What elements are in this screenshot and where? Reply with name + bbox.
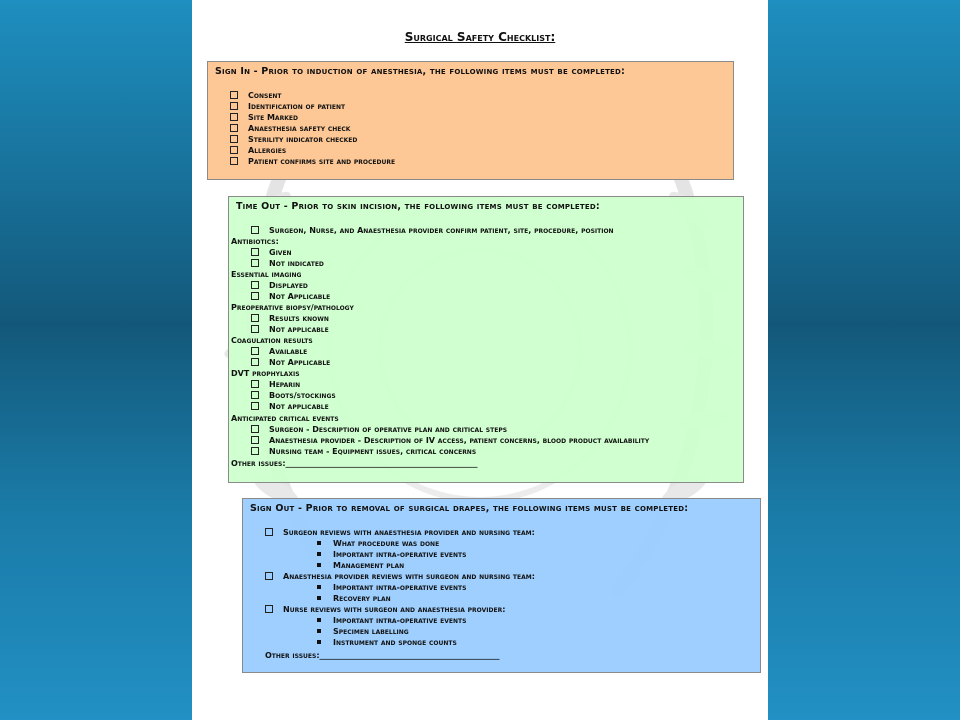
bullet-icon: [317, 618, 321, 622]
biopsy-label: Preoperative biopsy/pathology: [231, 303, 354, 312]
bullet-icon: [317, 563, 321, 567]
checkbox-icon[interactable]: [230, 124, 238, 132]
time-out-item[interactable]: Surgeon, Nurse, and Anaesthesia provider confirm patient, site, procedure, position: [251, 226, 614, 236]
checkbox-icon[interactable]: [265, 605, 273, 613]
sign-in-item[interactable]: Allergies: [230, 146, 286, 156]
sign-out-subitem: Specimen labelling: [317, 627, 409, 637]
checkbox-icon[interactable]: [251, 447, 259, 455]
checkbox-icon[interactable]: [251, 314, 259, 322]
sign-out-item[interactable]: Surgeon reviews with anaesthesia provider and nursing team:: [265, 528, 535, 538]
sign-in-section: [207, 61, 734, 180]
checkbox-icon[interactable]: [251, 325, 259, 333]
time-out-item[interactable]: Not applicable: [251, 402, 329, 412]
sign-in-item[interactable]: Sterility indicator checked: [230, 135, 357, 145]
other-issues-field[interactable]: Other issues:_____________________________________________: [265, 651, 500, 660]
antibiotics-label: Antibiotics:: [231, 237, 279, 246]
sign-out-subitem: Instrument and sponge counts: [317, 638, 457, 648]
sign-out-item[interactable]: Nurse reviews with surgeon and anaesthesia provider:: [265, 605, 505, 615]
time-out-item[interactable]: Boots/stockings: [251, 391, 336, 401]
sign-in-item[interactable]: Anaesthesia safety check: [230, 124, 350, 134]
sign-out-subitem: Recovery plan: [317, 594, 391, 604]
checkbox-icon[interactable]: [251, 259, 259, 267]
checkbox-icon[interactable]: [230, 157, 238, 165]
sign-in-item[interactable]: Consent: [230, 91, 282, 101]
checkbox-icon[interactable]: [251, 347, 259, 355]
sign-out-section: [242, 498, 761, 673]
page-title: Surgical Safety Checklist:: [404, 30, 556, 44]
sign-out-item[interactable]: Anaesthesia provider reviews with surgeon and nursing team:: [265, 572, 535, 582]
coagulation-label: Coagulation results: [231, 336, 313, 345]
bullet-icon: [317, 541, 321, 545]
bullet-icon: [317, 629, 321, 633]
sign-out-subitem: What procedure was done: [317, 539, 439, 549]
time-out-item[interactable]: Given: [251, 248, 292, 258]
time-out-item[interactable]: Nursing team - Equipment issues, critical concerns: [251, 447, 476, 457]
imaging-label: Essential imaging: [231, 270, 302, 279]
time-out-header: Time Out - Prior to skin incision, the following items must be completed:: [236, 201, 600, 212]
sign-out-subitem: Management plan: [317, 561, 404, 571]
time-out-item[interactable]: Results known: [251, 314, 329, 324]
sign-out-subitem: Important intra-operative events: [317, 583, 466, 593]
sign-out-subitem: Important intra-operative events: [317, 550, 466, 560]
sign-in-item[interactable]: Identification of patient: [230, 102, 345, 112]
bullet-icon: [317, 640, 321, 644]
checkbox-icon[interactable]: [251, 358, 259, 366]
critical-events-label: Anticipated critical events: [231, 414, 339, 423]
time-out-item[interactable]: Not applicable: [251, 325, 329, 335]
time-out-section: [228, 196, 744, 483]
time-out-item[interactable]: Not Applicable: [251, 292, 330, 302]
time-out-item[interactable]: Displayed: [251, 281, 308, 291]
sign-in-item[interactable]: Patient confirms site and procedure: [230, 157, 395, 167]
checkbox-icon[interactable]: [265, 572, 273, 580]
checkbox-icon[interactable]: [251, 425, 259, 433]
checkbox-icon[interactable]: [230, 146, 238, 154]
sign-out-header: Sign Out - Prior to removal of surgical drapes, the following items must be completed:: [250, 503, 689, 514]
checkbox-icon[interactable]: [265, 528, 273, 536]
time-out-item[interactable]: Anaesthesia provider - Description of IV access, patient concerns, blood product availability: [251, 436, 649, 446]
time-out-item[interactable]: Not indicated: [251, 259, 324, 269]
checkbox-icon[interactable]: [251, 226, 259, 234]
checkbox-icon[interactable]: [230, 113, 238, 121]
document-page: [192, 0, 768, 720]
checkbox-icon[interactable]: [251, 292, 259, 300]
checkbox-icon[interactable]: [230, 135, 238, 143]
dvt-label: DVT prophylaxis: [231, 369, 300, 378]
bullet-icon: [317, 585, 321, 589]
checkbox-icon[interactable]: [251, 248, 259, 256]
checkbox-icon[interactable]: [230, 102, 238, 110]
sign-in-item[interactable]: Site Marked: [230, 113, 298, 123]
bullet-icon: [317, 596, 321, 600]
checkbox-icon[interactable]: [251, 380, 259, 388]
checkbox-icon[interactable]: [251, 391, 259, 399]
checkbox-icon[interactable]: [251, 281, 259, 289]
other-issues-field[interactable]: Other issues:________________________________________________: [231, 459, 478, 468]
time-out-item[interactable]: Available: [251, 347, 307, 357]
checkbox-icon[interactable]: [251, 436, 259, 444]
time-out-item[interactable]: Not Applicable: [251, 358, 330, 368]
checkbox-icon[interactable]: [251, 402, 259, 410]
time-out-item[interactable]: Heparin: [251, 380, 300, 390]
time-out-item[interactable]: Surgeon - Description of operative plan and critical steps: [251, 425, 507, 435]
sign-in-header: Sign In - Prior to induction of anesthesia, the following items must be completed:: [215, 66, 626, 77]
checkbox-icon[interactable]: [230, 91, 238, 99]
sign-out-subitem: Important intra-operative events: [317, 616, 466, 626]
bullet-icon: [317, 552, 321, 556]
